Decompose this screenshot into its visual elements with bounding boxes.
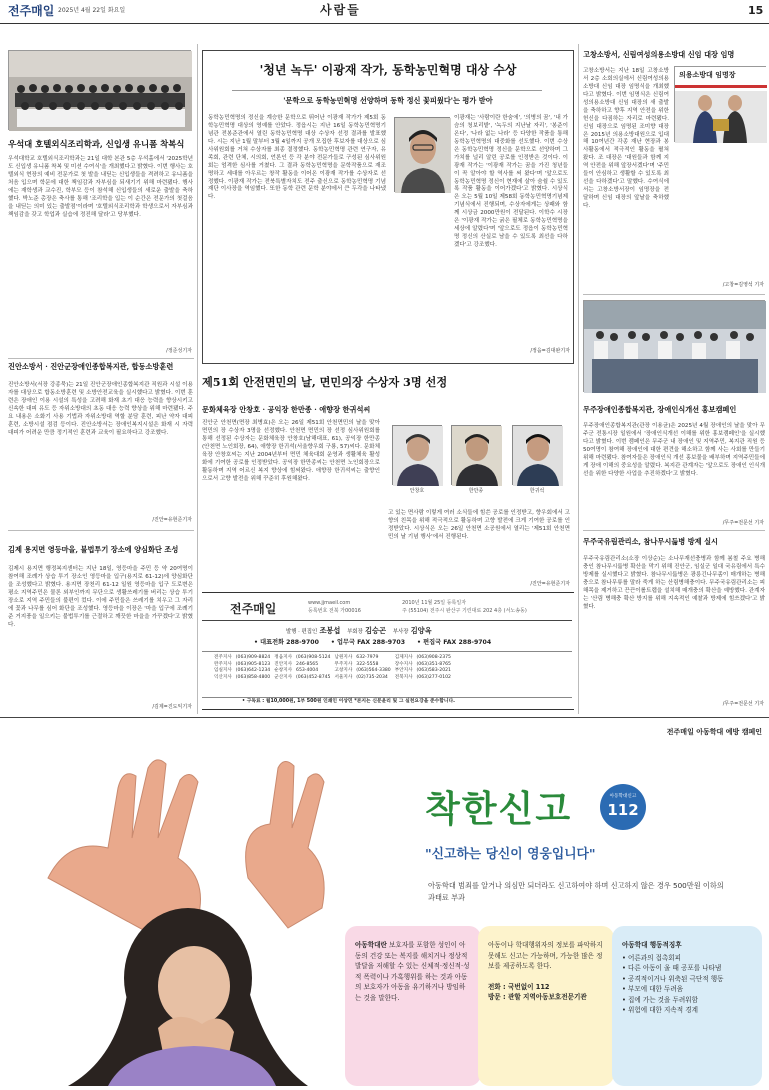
ad-slogan: "신고하는 당신이 영웅입니다" <box>425 847 596 862</box>
cell: 632-7979 <box>356 655 379 660</box>
cell: 무주지사 <box>334 661 353 667</box>
issue-date: 2025년 4월 22일 화요일 <box>58 7 126 14</box>
portrait-illustration <box>395 118 451 193</box>
cell: (02)735-2034 <box>356 674 388 680</box>
right-fire-chief-byline: /고창=김영석 기자 <box>722 282 764 288</box>
feature-body-right: 이광재는 '사람이란 한숨에', '의병의 꿈', '내 가슴의 청보리밭', '녹두의 지난날 자리', '봉준이 온다', '나라 없는 나라' 등 다양한 작품을 통해 동학농민혁명의 대중화를 선도했다. 이번 수상은 동학농민혁명 정신을 문학으로 선양하며 그 가치를 널리 알린 공로를 인정받은 것이다. 이광재 작가는 '이광재 작가는 꿈을 가진 청년들이 꼭 알아야 할 역사를 써 왔다'며 '앞으로도 동학농민혁명 정신이 현재에 살아 숨쉴 수 있도록 작품 활동을 이어가겠다'고 밝혔다. 시상식은 오는 5월 10일 제58회 동학농민혁명기념제 기념식에서 진행되며, 수상자에게는 상패와 함께 시상금 2000만원이 전달된다. 이학수 시장은 '이광재 작가는 굵은 필체로 동학농민혁명을 세상에 알렸다'며 '앞으로도 정읍이 동학농민혁명 정신의 산실로 남을 수 있도록 최선을 다하겠다'고 강조했다. <box>454 115 568 248</box>
masthead-phones <box>254 639 554 648</box>
role: 발행 · 편집인 <box>286 629 318 635</box>
text: 고창소방서는 지난 18일 고창소방서 2층 소회의실에서 신림여성의용소방대 신임 대장 임명식을 개최했다고 밝혔다. 이번 임명식은 신림여성의용소방대 신임 대장의 새 출발을 축하하고 향후 지역 안전을 위한 헌신을 다짐하는 자리로 마련됐다. 신임 대장으로 임명된 조미향 대장은 2015년 의용소방대원으로 입대해 10여년간 각종 재난 현장과 봉사활동에서 적극적인 활동을 펼쳐왔다. 조 대장은 '대원들과 함께 지역 안전을 위해 앞장서겠다'며 '주민들이 안심하고 생활할 수 있도록 최선을 다하겠다'고 말했다. 수여식에서는 고창소방서장이 임명장을 전달하며 신임 대장의 앞날을 축하했다. <box>583 68 669 209</box>
cell: 전북지사 <box>394 674 413 680</box>
portrait-caption-3: 한귀석 <box>529 488 545 494</box>
cell: 장수지사 <box>394 661 413 667</box>
article-firedrill-title: 진안소방서 · 진안군장애인종합복지관, 합동소방훈련 <box>8 362 174 371</box>
right-forest-title: 무주국유림관리소, 참나무시듦병 방제 실시 <box>583 537 718 546</box>
ad-card-definition <box>345 926 481 1086</box>
cell: 김제지사 <box>394 655 413 660</box>
masthead-reg: 등록번호 전북 가00016 <box>308 608 361 614</box>
cell: (063)452-8745 <box>296 674 331 680</box>
cell: (063)564-3380 <box>356 668 391 674</box>
right-campaign-body: 무주장애인종합복지관(관장 이용균)은 2025년 4월 장애인의 날을 맞아 무주군 전통시장 일원에서 '장애인식개선 이해를 위한 홍보캠페인'을 실시했다고 밝혔다. 이번 캠페인은 무주군 내 장애인 및 지역주민, 복지관 직원 등 50여명이 참여해 장애인에 대한 편견을 해소하고 함께 사는 사회를 만들기 위해 마련됐다. 참여자들은 장애인식 개선 홍보물을 배부하며 지역주민들에게 장애 이해의 중요성을 알렸다. 복지관 관계자는 '앞으로도 장애인 인식개선을 위한 다양한 사업을 추진하겠다'고 밝혔다. <box>583 423 765 477</box>
feature-title: '청년 녹두' 이광재 작가, 동학농민혁명 대상 수상 <box>259 63 517 77</box>
masthead-info1: 2010년 11월 25일 등록일자 <box>402 600 467 606</box>
list-item: • 집에 가는 것을 두려워함 <box>622 995 698 1004</box>
ad-illustration <box>8 728 330 1086</box>
portrait-caption-1: 안창호 <box>409 488 425 494</box>
person: 조봉섭 <box>319 626 341 635</box>
cell: 익산지사 <box>214 674 232 680</box>
role: 부회장 <box>347 629 363 635</box>
article-flowerbed-title: 김제 용지면 영등마을, 불법투기 장소에 양심화단 조성 <box>8 545 179 554</box>
cell: (063)905-8123 <box>235 661 271 667</box>
cell: 653-4004 <box>296 668 319 674</box>
article-uniform-byline: /정준성기자 <box>166 348 192 354</box>
right-fire-chief-body-top <box>583 68 669 209</box>
cell: 서울지사 <box>334 674 353 680</box>
cell: 부안지사 <box>394 668 413 674</box>
right-campaign-title: 무주장애인종합복지관, 장애인식개선 홍보캠페인 <box>583 405 737 414</box>
cell: 임실지사 <box>214 668 232 674</box>
right-forest-byline: /무주=전문선 기자 <box>722 701 764 707</box>
article-flowerbed-body: 김제시 용지면 행정복지센터는 지난 18일, 영등마을 주민 등 약 20여명이 참여해 조례가 상습 투기 장소인 영등마을 입구(용지로 61-12)에 양심화단을 조성했다고 밝혔다. 용지면 장천리 61-12 일원 영등마을 입구 도로변은 평소 지역주민은 물론 외부인까지 무단으로 생활쓰레기를 버리는 상습 투기 장소로 지역 주민들의 불편이 컸다. 이에 주민들은 쓰레기를 치우고 그 자리에 꽃과 나무를 심어 화단을 조성했다. 영등마을 이장은 '마을 입구에 조례기준 거지풍을 일으키는 불법투기를 근절하고 깨끗한 마을을 가꾸겠다'고 밝혔다. <box>8 566 193 628</box>
divider <box>202 620 572 621</box>
civil-title: 제51회 안전면민의 날, 면민의장 수상자 3명 선정 <box>202 375 448 389</box>
article-uniform-title: 우석대 호텔외식조리학과, 신입생 유니폼 착복식 <box>8 139 185 149</box>
card-lead: 아동학대란 <box>355 941 387 949</box>
portrait-illustration <box>513 426 563 486</box>
branch-table <box>212 655 453 681</box>
card-text: 아동학대란 보호자를 포함한 성인이 아동의 건강 또는 복지를 해치거나 정상적 발달을 저해할 수 있는 신체적·정신적·성적 폭력이나 가혹행위를 하는 것과 아동의 보호자가 아동을 유기하거나 방임하는 것을 말한다. <box>355 941 470 1002</box>
cell: (063)277-0102 <box>416 674 451 680</box>
divider <box>202 697 572 698</box>
divider <box>583 294 765 295</box>
cell: 전주지사 <box>214 655 232 660</box>
portrait-han-gwiseok <box>512 425 562 485</box>
cell: (063)583-2021 <box>416 668 451 674</box>
person: 김양옥 <box>410 626 432 635</box>
fire-chief-banner: 의용소방대 임명장 <box>679 71 736 79</box>
newspaper-logo: 전주매일 <box>8 4 55 18</box>
ad-campaign-label: 전주매일 아동학대 예방 캠페인 <box>666 728 762 736</box>
card-title: 아동학대 행동적징후 <box>622 941 682 949</box>
list-item: • 위험에 대한 지속적 경계 <box>622 1006 698 1015</box>
article-flowerbed-byline: /김제=진도익기자 <box>152 704 192 710</box>
ad-card-report <box>478 926 614 1086</box>
masthead-logo: 전주매일 <box>230 602 277 616</box>
ad-card-signs <box>612 926 762 1086</box>
cell: 남원지사 <box>334 655 353 660</box>
right-forest-body: 무주국유림관리소(소장 이상순)는 소나무재선충병과 함께 봄철 주요 병해충인 참나무시듦병 확산을 막기 위해 진안군, 임실군 일대 국유림에서 특수방제를 실시했다고 밝혔다. 참나무시듦병은 광릉긴나무좀이 매개하는 병해충으로 참나무류를 말라 죽게 하는 산림병해충이다. 무주국유림관리소는 피해목을 제거하고 끈끈이롤트랩을 설치해 매개충의 확산을 예방했다. 관계자는 '산림 병해충 확산 방지를 위해 지속적인 예찰과 방제에 힘쓰겠다'고 밝혔다. <box>583 556 765 610</box>
civil-body-right: 고 있는 면사람 이렇게 여러 소식들에 힘쓴 공로를 인정받고, 향우회에서 고향의 친목을 위해 적극적으로 활동하며 고향 발전에 크게 기여한 공로를 인정받았다. 시상식은 오는 26일 안천면 소공원에서 열리는 '제51회 안천면민의 날 기념 행사'에서 진행된다. <box>388 510 570 540</box>
cell: (063)642-1234 <box>235 668 271 674</box>
page-number: 15 <box>748 4 764 17</box>
portrait-lee-kwangjae <box>394 117 450 192</box>
list-item: • 어른과의 접촉회피 <box>622 953 682 962</box>
portrait-illustration <box>393 426 443 486</box>
fire-chief-photo <box>674 66 766 142</box>
ad-badge-caption: 아동학대신고 <box>609 794 637 799</box>
cell: (063)909-8824 <box>235 655 271 660</box>
page-header <box>0 0 769 24</box>
cell: (063)908-2375 <box>416 655 451 660</box>
cell: (063)858-4800 <box>235 674 271 680</box>
cell: 순창지사 <box>274 668 293 674</box>
phone: • 업무국 FAX 288-9703 <box>330 639 406 646</box>
cell: 정읍지사 <box>274 655 293 660</box>
masthead-info2: 주 (55104) 전주시 완산구 기린대로 202 4층 (서노송동) <box>402 608 527 614</box>
list-item: • 부모에 대한 두려움 <box>622 985 684 994</box>
divider <box>8 358 194 359</box>
cell: 완주지사 <box>214 661 232 667</box>
civil-body-left: 진안군 안천면(면장 최병효)은 오는 26일 제51회 안천면민의 날을 맞아 면민의 장 수상자 3명을 선정했다. 안천면 면민의 장 선정 심사위원회를 통해 선정된 수상자는 문화체육장 안창호(남해대표, 61), 공익장 한만종(안천면 노인회장, 64), 애향장 한귀석(서울향우회 구룡, 57)씨다. 문화체육장 안창호씨는 지난 2004년부터 면민 체육대회 운영과 생활체육 활성화에 기여한 공로를 인정받았다. 공익장 한만종씨는 안천면 노인회장으로 활동하며 지역 어르신 복지 향상에 힘써왔다. 애향장 한귀석씨는 출향인으로서 고향 발전을 위해 꾸준히 후원해왔다. <box>202 420 380 482</box>
article-firedrill-body: 진안소방서(서장 강종묵)는 21일 진안군장애인종합복지관 직원과 시설 이용자를 대상으로 합동소방훈련 및 소방안전교육을 실시했다고 밝혔다. 이번 훈련은 장애인 이용 시설의 특성을 고려해 화재 초기 대응 능력을 향상시키고 신속한 대피 유도 등 자위소방대의 초동 대응 능력 향상을 위해 마련됐다. 주요 내용은 소화기 사용 기법과 자위소방대 역할 분담 훈련, 피난 약자 대피 훈련, 소방시설 점검 등이다. 진안소방서는 장애인복지시설은 화재 시 자력 대피가 어려운 만큼 정기적인 훈련과 교육이 필요하다고 강조했다. <box>8 382 193 436</box>
article-uniform-body: 우석대학교 호텔외식조리학과는 21일 대학 본관 5층 우석홀에서 '2025학년도 신입생 유니폼 착복 및 미션 수여식'을 개최했다고 밝혔다. 이번 행사는 호텔외식 현장의 예비 전문가로 첫 발을 내딛는 신입생들을 격려하고 유니폼을 처음 입으며 학문에 대한 책임감과 자부심을 되새기기 위해 마련됐다. 행사에는 재학생과 교수진, 학부모 등이 참석해 신입생들의 새로운 출발을 축하했다. 박노준 총장은 축사를 통해 '조리학을 입는 이 순간은 전문가의 첫걸음을 내딛는 의미 있는 출발점'이라며 '호텔외식조리학과 학생으로서 자부심과 책임감을 갖고 학업과 실습에 정진해 달라'고 당부했다. <box>8 156 193 218</box>
cell: 고창지사 <box>334 668 353 674</box>
feature-subtitle: '문학으로 동학농민혁명 선양하며 동학 정신 꽃피웠다'는 평가 받아 <box>283 96 493 105</box>
civil-subtitle: 문화체육장 안창호 · 공익장 한만종 · 애향장 한귀석씨 <box>202 405 371 414</box>
cell: 군산지사 <box>274 674 293 680</box>
portrait-an-changho <box>392 425 442 485</box>
divider <box>232 90 542 91</box>
ad-title: 착한신고 <box>425 789 573 830</box>
portrait-caption-2: 한만종 <box>468 488 484 494</box>
divider <box>202 651 572 652</box>
feature-body-left: 동학농민혁명의 정신을 계승한 문학으로 뛰어난 이광재 작가가 제5회 동학농민혁명 대상의 영예를 안았다. 정읍시는 지난 16일 동학농민혁명기념관 전봉준관에서 열린 동학농민혁명 대상 수상자 선정 결과를 발표했다. 시는 지난 1월 말부터 3월 4일까지 공개 모집한 후보자를 대상으로 심사위원회를 거쳐 수상자를 최종 결정했다. 동학농민혁명 관련 연구자, 유족회, 관련 단체, 시의회, 언론인 등 각 분야 전문가들로 구성된 심사위원회는 엄격한 심사를 거쳤다. 그 결과 동학농민혁명을 문학작품으로 재조명하고 세대를 아우르는 창작 활동을 이어온 이광재 작가를 수상자로 선정했다. 이광재 작가는 전북특별자치도 전주 출신으로 동학농민혁명 기념재단 이사장을 역임했다. 또한 동학 관련 문학 분야에서 큰 두각을 나타냈다. <box>208 115 386 201</box>
column-rule <box>578 44 579 714</box>
cell: (063)908-5124 <box>296 655 331 660</box>
person: 김승곤 <box>365 626 386 635</box>
article-firedrill-byline: /진안=유현준기자 <box>152 517 192 523</box>
ad-description: 아동학대 범죄를 알거나 의심만 되더라도 신고하여야 하며 신고하지 않은 경우 500만원 이하의 과태료 부과 <box>428 881 724 902</box>
card-text: 아동이나 학대행위자의 정보를 파악하지 못해도 신고는 가능하며, 가능한 많은 정보를 제공하도록 한다. <box>488 941 603 971</box>
cell: 진안지사 <box>274 661 293 667</box>
masthead-url: www.jjmaeil.com <box>308 600 351 606</box>
campaign-photo <box>583 300 765 392</box>
card-visit: 방문 : 관할 지역아동보호전문기관 <box>488 993 587 1002</box>
ad-badge-number: 112 <box>607 800 639 819</box>
child-abuse-ad <box>0 717 769 1090</box>
civil-byline: /진안=유현준기자 <box>530 581 570 587</box>
phone: • 편집국 FAX 288-9704 <box>417 639 492 646</box>
column-rule <box>197 44 198 714</box>
table-row <box>212 675 453 682</box>
divider <box>583 530 765 531</box>
masthead-footer: • 구독료 : 월10,000원, 1부 500원 인쇄인 이상민 *본지는 신문윤리 및 그 실천요강을 준수합니다. <box>242 699 455 704</box>
divider <box>8 530 194 531</box>
section-title: 사람들 <box>320 3 361 17</box>
role: 부사장 <box>392 629 409 635</box>
right-fire-chief-title: 고창소방서, 신림여성의용소방대 신임 대장 임명 <box>583 50 735 59</box>
masthead-publisher <box>286 626 432 637</box>
group-photo-illustration <box>9 51 192 131</box>
group-photo-uniform <box>8 50 191 130</box>
phone: • 대표전화 288-9700 <box>254 639 319 646</box>
right-campaign-byline: /무주=전문선 기자 <box>722 520 764 526</box>
ad-112-badge <box>600 784 646 830</box>
masthead-box <box>202 592 574 710</box>
feature-byline: /정읍=김대완기자 <box>530 348 570 354</box>
cell: 322-5558 <box>356 661 379 667</box>
portrait-illustration <box>452 426 502 486</box>
cell: (063)351-8765 <box>416 661 451 667</box>
list-item: • 공격적이거나 위축된 극단적 행동 <box>622 974 724 983</box>
cell: 246-8565 <box>296 661 319 667</box>
card-phone: 전화 : 국번없이 112 <box>488 982 550 991</box>
portrait-han-manjong <box>451 425 501 485</box>
campaign-illustration <box>584 301 766 393</box>
list-item: • 다른 아동이 울 때 공포를 나타냄 <box>622 964 722 973</box>
